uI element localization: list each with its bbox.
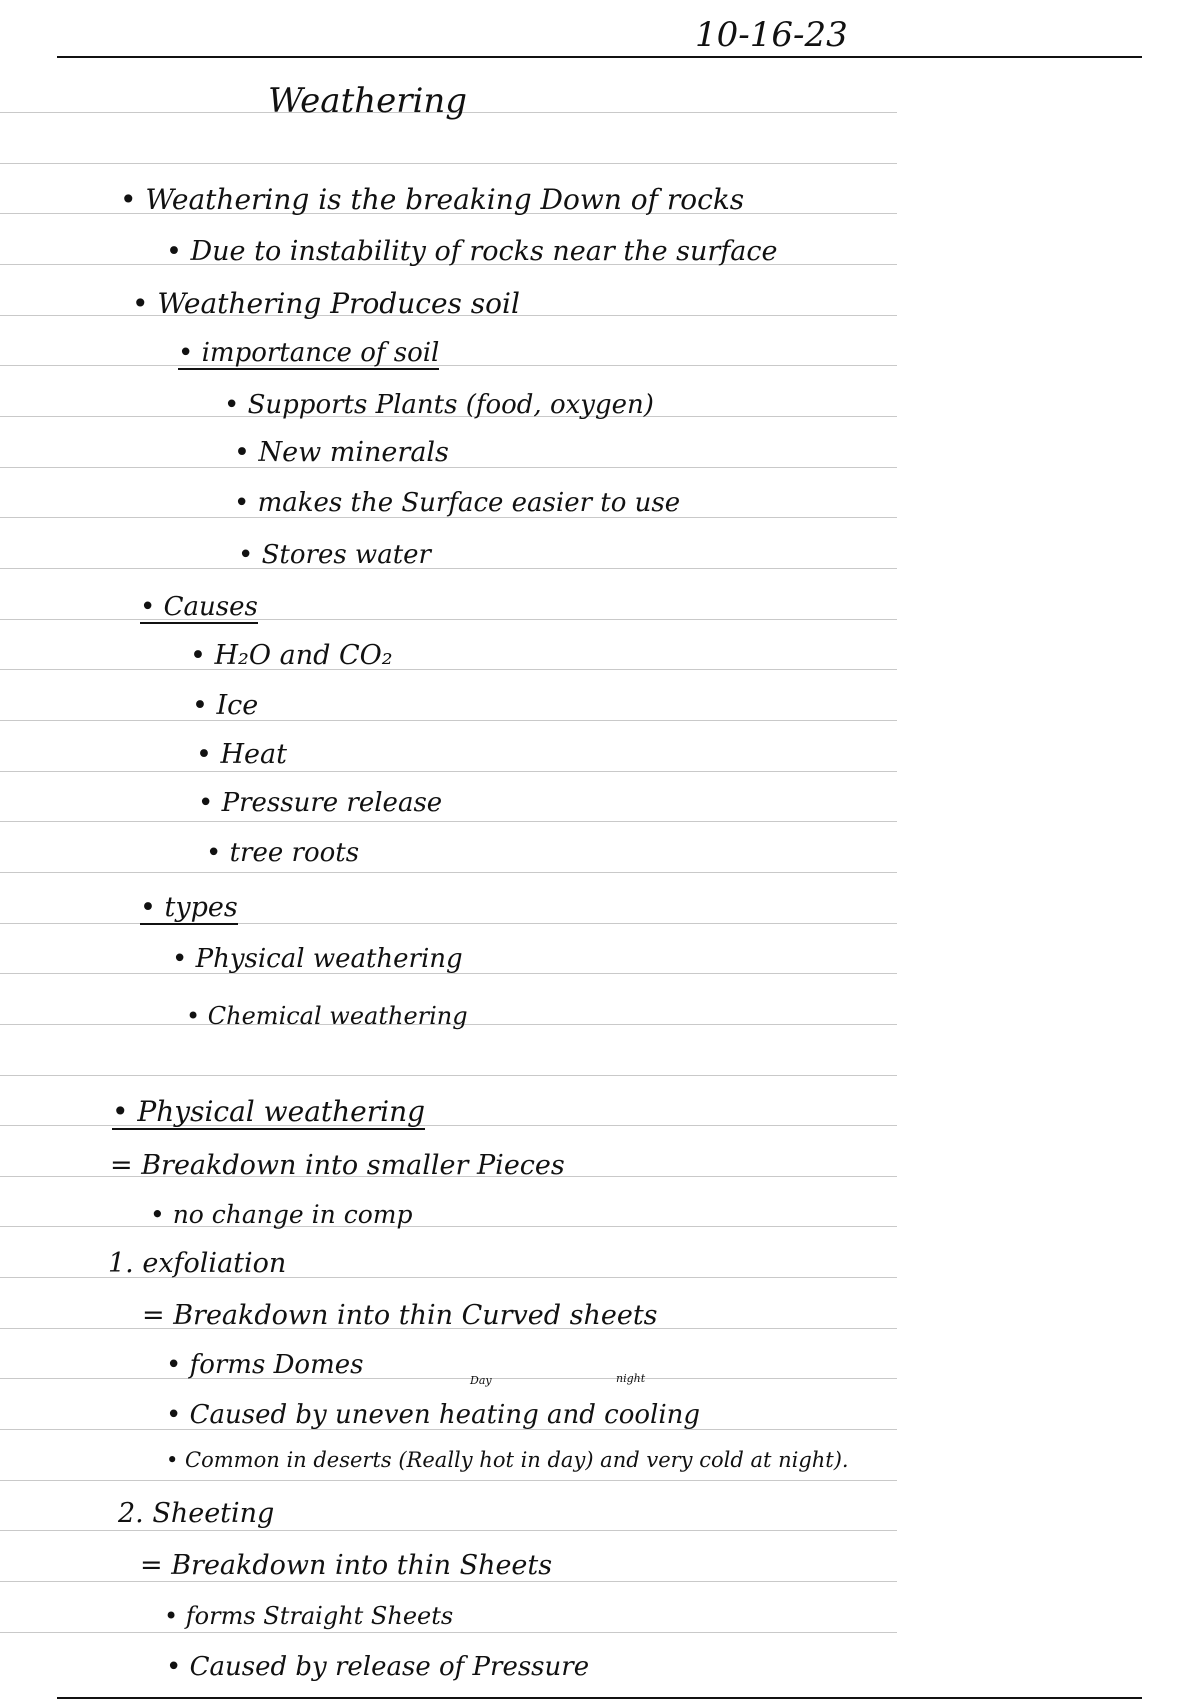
note-line: • Ice <box>192 690 259 721</box>
note-line: • Chemical weathering <box>186 1002 468 1030</box>
ruled-line <box>0 720 897 721</box>
ruled-line <box>0 619 897 620</box>
note-line: • Caused by uneven heating and cooling <box>166 1400 701 1430</box>
ruled-line <box>0 568 897 569</box>
note-line: • New minerals <box>234 437 449 468</box>
ruled-line <box>0 821 897 822</box>
note-line: = Breakdown into thin Curved sheets <box>142 1300 658 1331</box>
note-line: = Breakdown into smaller Pieces <box>110 1150 565 1181</box>
note-line: • Heat <box>196 739 287 770</box>
note-line: • Physical weathering <box>172 944 463 974</box>
note-line: • Caused by release of Pressure <box>166 1652 590 1682</box>
note-line: • Stores water <box>238 540 431 570</box>
ruled-line <box>0 1581 897 1582</box>
ruled-line <box>0 1480 897 1481</box>
ruled-line <box>0 771 897 772</box>
note-line: • tree roots <box>206 838 360 868</box>
ruled-line <box>0 923 897 924</box>
ruled-line <box>0 163 897 164</box>
ruled-line <box>0 1075 897 1076</box>
annotation-day: Day <box>470 1374 492 1387</box>
ruled-line <box>0 872 897 873</box>
ruled-line <box>0 1378 897 1379</box>
note-line: • H₂O and CO₂ <box>190 640 393 671</box>
note-line: • makes the Surface easier to use <box>234 488 681 518</box>
annotation-night: night <box>616 1372 646 1385</box>
ruled-line <box>0 1632 897 1633</box>
note-line: = Breakdown into thin Sheets <box>140 1550 553 1581</box>
note-line: 2. Sheeting <box>118 1498 275 1529</box>
note-line: • forms Straight Sheets <box>164 1602 454 1630</box>
note-date: 10-16-23 <box>695 15 848 55</box>
ruled-line <box>0 365 897 366</box>
note-line: 1. exfoliation <box>108 1248 287 1279</box>
section-heading: • types <box>140 892 238 923</box>
section-heading: • Causes <box>140 592 258 622</box>
section-heading: • importance of soil <box>178 338 440 368</box>
note-line: • Weathering is the breaking Down of rocks <box>120 183 745 216</box>
note-line: • forms Domes <box>166 1350 364 1380</box>
header-rule <box>57 56 1142 58</box>
note-line: • Supports Plants (food, oxygen) <box>224 390 654 420</box>
note-line: • Pressure release <box>198 788 443 818</box>
footer-rule <box>57 1697 1142 1699</box>
ruled-line <box>0 1226 897 1227</box>
note-line: • Common in deserts (Really hot in day) and very cold at night). <box>166 1448 849 1472</box>
ruled-line <box>0 669 897 670</box>
ruled-line <box>0 1530 897 1531</box>
note-line: • Weathering Produces soil <box>132 287 520 320</box>
section-heading: • Physical weathering <box>112 1095 426 1128</box>
note-line: • Due to instability of rocks near the surface <box>166 236 778 267</box>
note-line: • no change in comp <box>150 1200 413 1229</box>
note-title: Weathering <box>268 81 468 121</box>
